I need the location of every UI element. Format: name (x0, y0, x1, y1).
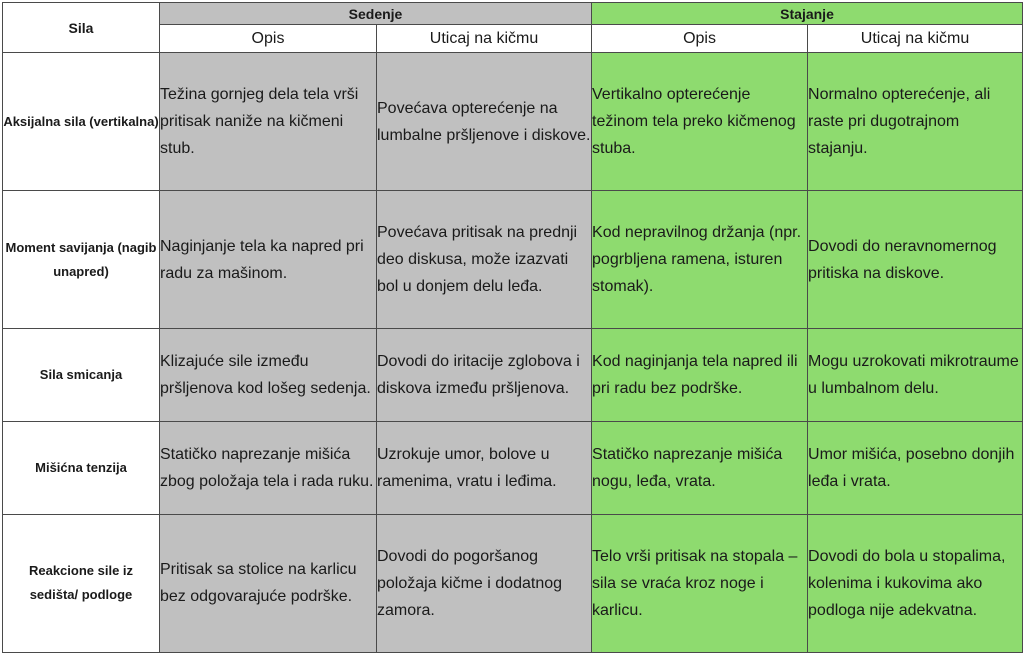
table-row (3, 329, 1023, 422)
stajanje-uticaj-cell: Dovodi do bola u stopalima, kolenima i kukovima ako podloga nije adekvatna. (808, 514, 1023, 652)
stajanje-uticaj-cell: Normalno opterećenje, ali raste pri dugotrajnom stajanju. (808, 53, 1023, 191)
sedenje-opis-cell: Težina gornjeg dela tela vrši pritisak naniže na kičmeni stub. (160, 53, 377, 191)
stajanje-uticaj-cell: Umor mišića, posebno donjih leđa i vrata. (808, 422, 1023, 515)
row-label: Moment savijanja (nagib unapred) (3, 191, 160, 329)
row-label: Mišićna tenzija (3, 422, 160, 515)
table-row (3, 514, 1023, 652)
sedenje-uticaj-cell: Dovodi do pogoršanog položaja kičme i dodatnog zamora. (377, 514, 592, 652)
sedenje-uticaj-cell: Uzrokuje umor, bolove u ramenima, vratu i leđima. (377, 422, 592, 515)
stajanje-opis-cell: Telo vrši pritisak na stopala – sila se vraća kroz noge i karlicu. (592, 514, 808, 652)
row-label: Sila smicanja (3, 329, 160, 422)
table-row (3, 53, 1023, 191)
sedenje-uticaj-cell: Povećava pritisak na prednji deo diskusa, može izazvati bol u donjem delu leđa. (377, 191, 592, 329)
stajanje-group-header: Stajanje (592, 3, 1023, 25)
sedenje-uticaj-cell: Povećava opterećenje na lumbalne pršljenove i diskove. (377, 53, 592, 191)
stajanje-opis-cell: Vertikalno opterećenje težinom tela preko kičmenog stuba. (592, 53, 808, 191)
sedenje-opis-cell: Naginjanje tela ka napred pri radu za mašinom. (160, 191, 377, 329)
stajanje-opis-cell: Kod nepravilnog držanja (npr. pogrbljena ramena, isturen stomak). (592, 191, 808, 329)
table-row (3, 191, 1023, 329)
sedenje-opis-cell: Statičko naprezanje mišića zbog položaja tela i rada ruku. (160, 422, 377, 515)
row-label: Aksijalna sila (vertikalna) (3, 53, 160, 191)
stajanje-uticaj-cell: Dovodi do neravnomernog pritiska na diskove. (808, 191, 1023, 329)
stajanje-opis-cell: Statičko naprezanje mišića nogu, leđa, vrata. (592, 422, 808, 515)
stajanje-uticaj-header: Uticaj na kičmu (808, 25, 1023, 53)
stajanje-uticaj-cell: Mogu uzrokovati mikrotraume u lumbalnom delu. (808, 329, 1023, 422)
forces-comparison-table (2, 2, 1023, 653)
sila-column-header: Sila (3, 3, 160, 53)
sedenje-uticaj-cell: Dovodi do iritacije zglobova i diskova između pršljenova. (377, 329, 592, 422)
sedenje-group-header: Sedenje (160, 3, 592, 25)
stajanje-opis-header: Opis (592, 25, 808, 53)
table-row (3, 422, 1023, 515)
group-header-row (3, 3, 1023, 25)
stajanje-opis-cell: Kod naginjanja tela napred ili pri radu bez podrške. (592, 329, 808, 422)
sedenje-opis-cell: Klizajuće sile između pršljenova kod lošeg sedenja. (160, 329, 377, 422)
row-label: Reakcione sile iz sedišta/ podloge (3, 514, 160, 652)
sedenje-opis-cell: Pritisak sa stolice na karlicu bez odgovarajuće podrške. (160, 514, 377, 652)
sedenje-opis-header: Opis (160, 25, 377, 53)
sedenje-uticaj-header: Uticaj na kičmu (377, 25, 592, 53)
